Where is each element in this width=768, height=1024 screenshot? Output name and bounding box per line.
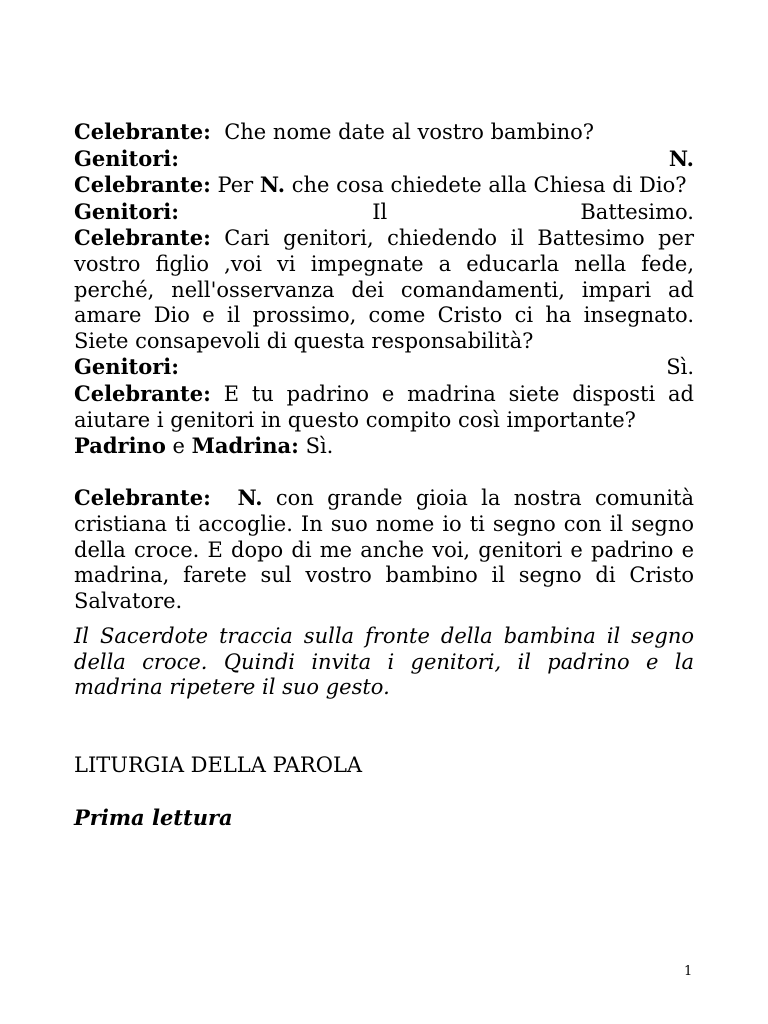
dialogue-line-8	[74, 433, 694, 460]
dialogue-line-6	[74, 354, 694, 381]
speaker-celebrante: Celebrante:	[74, 172, 211, 198]
line-text: Che nome date al vostro bambino?	[224, 120, 595, 144]
speaker-celebrante: Celebrante:	[74, 485, 211, 511]
speaker-celebrante: Celebrante:	[74, 380, 211, 406]
spacer	[74, 614, 694, 624]
dialogue-line-7	[74, 381, 694, 433]
line-text: N.	[668, 145, 694, 171]
rubric-text: Il Sacerdote traccia sulla fronte della bambina il segno della croce. Quindi invita i genitori, il padrino e la madrina ripetere il suo gesto.	[74, 624, 694, 700]
line-text: Cari genitori, chiedendo il Battesimo per vostro figlio ,voi vi impegnate a educarla nella fede, perché, nell'osservanza dei comandamenti, impari ad amare Dio e il prossimo, come Cristo ci ha insegnato. Siete consapevoli di questa responsabilità?	[74, 226, 694, 353]
speaker-padrino: Padrino	[74, 433, 166, 459]
dialogue-line-2	[74, 146, 694, 173]
conjunction: e	[172, 434, 185, 459]
spacer	[74, 779, 694, 805]
dialogue-line-1	[74, 119, 694, 146]
line-text: E tu padrino e madrina siete disposti ad aiutare i genitori in questo compito così importante?	[74, 381, 694, 432]
spacer	[74, 701, 694, 753]
line-text: con grande gioia la nostra comunità cristiana ti accoglie. In suo nome io ti segno con il segno della croce. E dopo di me anche voi, genitori e padrino e madrina, farete sul vostro bambino il segno di Cristo Salvatore.	[74, 486, 694, 613]
line-text: Sì.	[666, 355, 694, 380]
line-text: che cosa chiedete alla Chiesa di Dio?	[291, 173, 687, 198]
spacer	[74, 460, 694, 486]
dialogue-line-4	[74, 199, 694, 226]
section-title: LITURGIA DELLA PAROLA	[74, 753, 363, 778]
speaker-genitori: Genitori:	[74, 354, 180, 380]
subsection-title: Prima lettura	[74, 804, 233, 830]
document-body	[74, 119, 694, 830]
speaker-madrina: Madrina:	[191, 433, 299, 459]
speaker-celebrante: Celebrante:	[74, 119, 211, 144]
dialogue-line-3	[74, 172, 694, 199]
dialogue-line-9	[74, 485, 694, 614]
line-text: Il Battesimo.	[372, 199, 694, 224]
speaker-genitori: Genitori:	[74, 198, 180, 224]
name-placeholder: N.	[259, 172, 286, 198]
line-text: Sì.	[305, 434, 334, 459]
line-text: Per	[217, 173, 254, 198]
dialogue-line-5	[74, 225, 694, 354]
speaker-celebrante: Celebrante:	[74, 225, 211, 251]
name-placeholder: N.	[237, 485, 263, 511]
speaker-genitori: Genitori:	[74, 145, 180, 171]
page-number: 1	[684, 964, 693, 979]
